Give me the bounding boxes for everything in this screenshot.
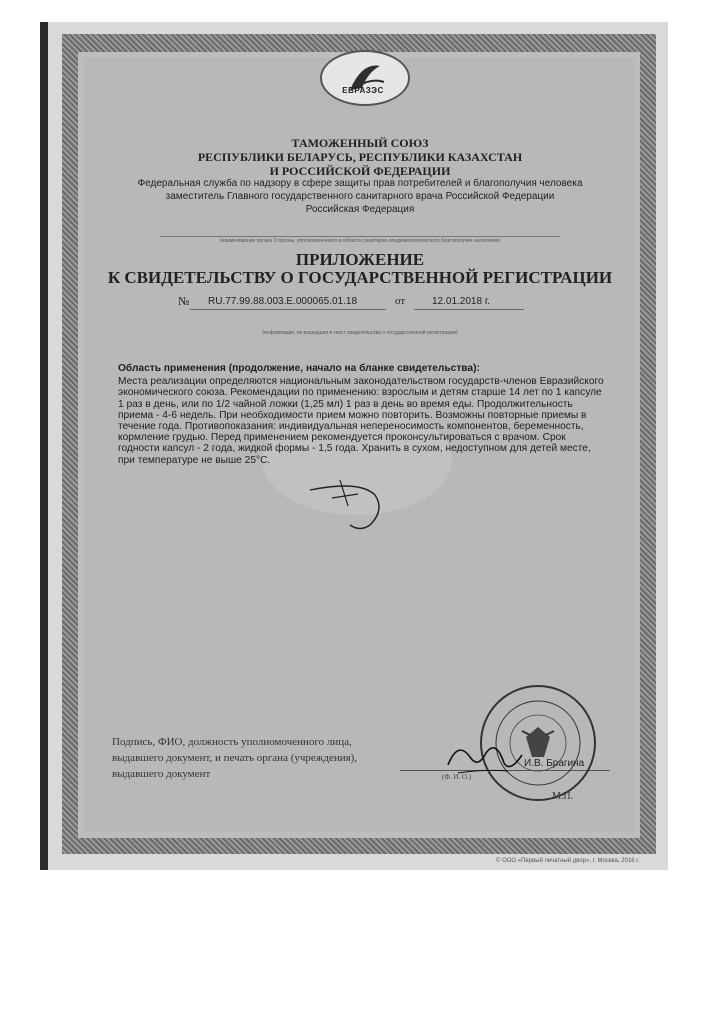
issuer-line-3: Российская Федерация	[305, 204, 415, 215]
handwritten-mark	[300, 470, 400, 540]
title-line-2: К СВИДЕТЕЛЬСТВУ О ГОСУДАРСТВЕННОЙ РЕГИСТРАЦИИ	[107, 268, 613, 287]
registration-date: 12.01.2018 г.	[432, 296, 491, 307]
eurasec-logo	[320, 50, 410, 106]
issuer-line-2: заместитель Главного государственного санитарного врача Российской Федерации	[165, 191, 555, 202]
body-heading: Область применения (продолжение, начало на бланке свидетельства):	[118, 363, 480, 374]
printer-credit: © ООО «Первый печатный двор», г. Москва, 2016 г.	[496, 858, 640, 864]
header-line-2: РЕСПУБЛИКИ БЕЛАРУСЬ, РЕСПУБЛИКИ КАЗАХСТАН	[197, 150, 523, 164]
logo-label: ЕВРАЗЭС	[342, 86, 384, 95]
number-label: №	[178, 294, 190, 308]
body-section	[118, 363, 606, 466]
issuer-underline	[160, 236, 560, 237]
date-underline	[414, 309, 524, 310]
signer-name: И.В. Брагина	[524, 758, 585, 769]
seal-place-label: М.П.	[552, 791, 574, 802]
issuer-caption: (наименование органа Стороны, уполномоченного в области санитарно-эпидемиологического благополучия населения)	[219, 238, 501, 244]
body-paragraph: Места реализации определяются национальным законодательством государств-членов Евразийского экономического союза. Рекомендации по применению: взрослым и детям старше 14 лет по 1 капсуле 1 раз в день, или по 1/2 чайной ложки (1,25 мл) 1 раз в день во время еды. Продолжительность приема - 4-6 недель. При необходимости прием можно повторить. Возможны повторные приемы в течение года. Противопоказания: индивидуальная непереносимость компонентов, беременность, кормление грудью. Перед применением рекомендуется проконсультироваться с врачом. Срок годности капсул - 2 года, жидкой формы - 1,5 года. Хранить в сухом, недоступном для детей месте, при температуре не выше 25°С.	[118, 376, 604, 466]
scan-edge-shadow	[40, 22, 48, 870]
issuer-line-1: Федеральная служба по надзору в сфере защиты прав потребителей и благополучия человека	[137, 178, 583, 189]
number-underline	[190, 309, 386, 310]
header-line-3: И РОССИЙСКОЙ ФЕДЕРАЦИИ	[269, 164, 451, 178]
header-line-1: ТАМОЖЕННЫЙ СОЮЗ	[291, 136, 429, 150]
title-line-1: ПРИЛОЖЕНИЕ	[295, 250, 425, 269]
fio-caption: (Ф. И. О.)	[442, 773, 472, 781]
registration-number: RU.77.99.88.003.Е.000065.01.18	[208, 296, 358, 307]
signatory-caption: Подпись, ФИО, должность уполномоченного лица, выдавшего документ, и печать органа (учреждения), выдавшего документ	[112, 736, 358, 780]
registration-caption: (информация, не вошедшая в текст свидетельства о государственной регистрации)	[262, 330, 458, 336]
date-label: от	[395, 295, 406, 307]
